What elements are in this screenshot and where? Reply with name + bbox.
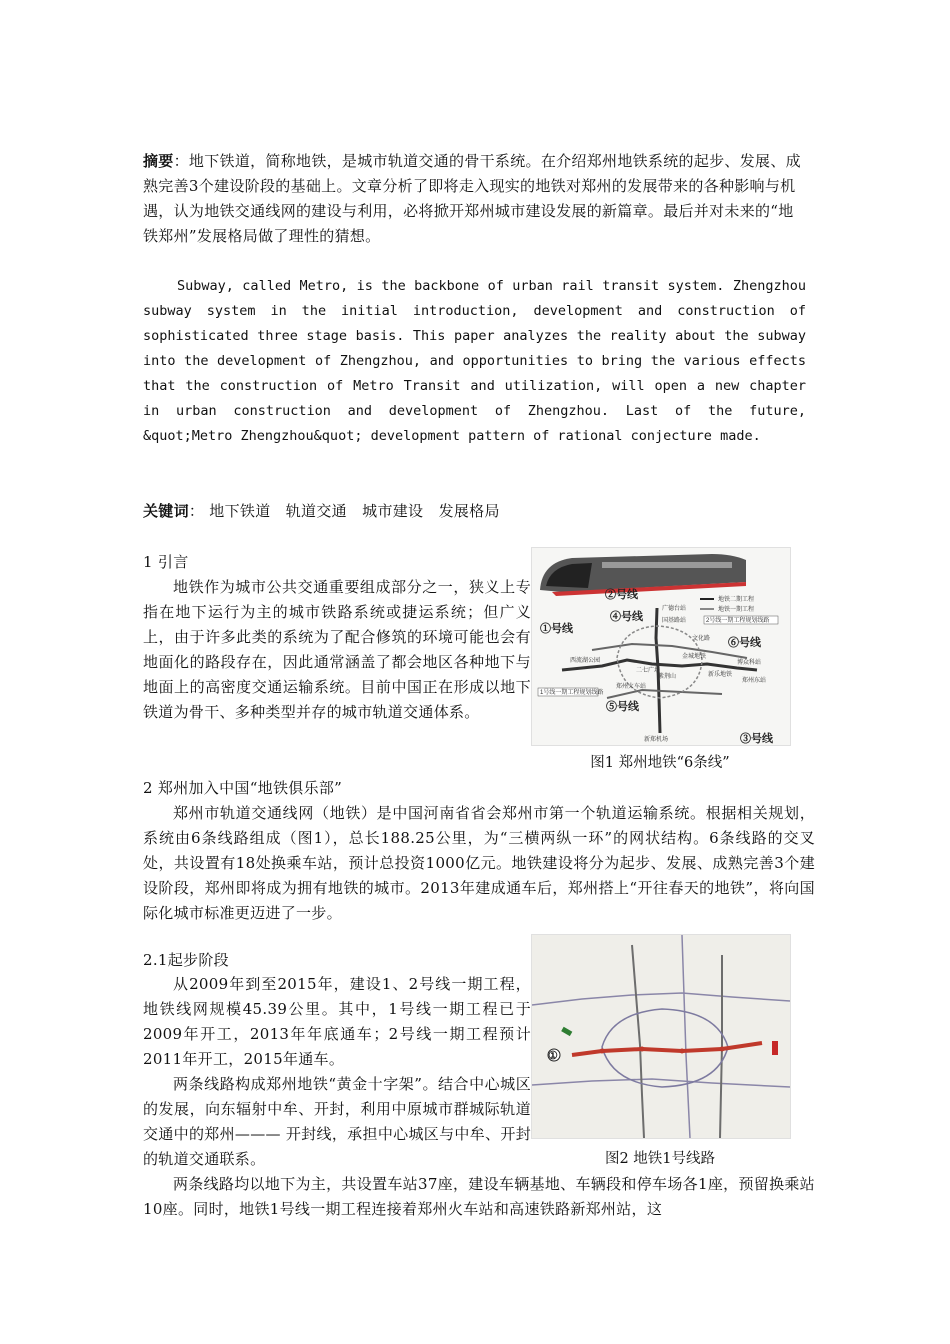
legend-item: 地铁一期工程 <box>718 607 755 613</box>
station-label: 郑州东站 <box>742 678 767 684</box>
station-label: 二七广场 <box>636 668 661 674</box>
figure1-map-svg <box>532 548 790 745</box>
section21-paragraph2: 两条线路构成郑州地铁“黄金十字架”。结合中心城区的发展，向东辐射中牟、开封，利用中原城市群城际轨道交通中的郑州——— 开封线，承担中心城区与中牟、开封的轨道交通联系。 <box>143 1075 531 1168</box>
abstract-text: 地下铁道，简称地铁，是城市轨道交通的骨干系统。在介绍郑州地铁系统的起步、发展、成熟完善3个建设阶段的基础上。文章分析了即将走入现实的地铁对郑州的发展带来的各种影响与机遇，认为地铁交通线网的建设与利用，必将掀开郑州城市建设发展的新篇章。最后并对未来的“地铁郑州”发展格局做了理性的猜想。 <box>143 152 801 245</box>
station-label: 国基路站 <box>662 618 687 624</box>
abstract-separator: ： <box>173 152 189 170</box>
line-label: ③号线 <box>740 733 773 745</box>
section21-paragraph1: 从2009年到至2015年，建设1、2号线一期工程，地铁线网规模45.39公里。其中，1号线一期工程已于2009年开工，2013年年底通车；2号线一期工程预计2011年开工，2015年通车。 <box>143 975 531 1068</box>
map-note: 2号线一期工程规划线路 <box>706 618 770 624</box>
keyword-item: 轨道交通 <box>285 502 347 520</box>
abstract-label: 摘要 <box>143 152 174 170</box>
station-label: 郑州火车站 <box>616 684 647 690</box>
figure2-caption: 图2 地铁1号线路 <box>604 1151 716 1167</box>
line-label: ⑥号线 <box>728 637 761 649</box>
line-label: ④号线 <box>610 611 643 623</box>
map-note: 1号线一期工程规划线路 <box>540 690 604 696</box>
section21-paragraph3: 两条线路均以地下为主，共设置车站37座，建设车辆基地、车辆段和停车场各1座，预留换乘站10座。同时，地铁1号线一期工程连接着郑州火车站和高速铁路新郑州站，这 <box>143 1175 815 1218</box>
station-label: 西流湖公园 <box>570 658 601 664</box>
section1-paragraph: 地铁作为城市公共交通重要组成部分之一，狭义上专指在地下运行为主的城市铁路系统或捷运系统；但广义上，由于许多此类的系统为了配合修筑的环境可能也会有地面化的路段存在，因此通常涵盖了都会地区各种地下与地面上的高密度交通运输系统。目前中国正在形成以地下铁道为骨干、多种类型并存的城市轨道交通体系。 <box>143 578 531 721</box>
station-label: 新乐地铁 <box>708 672 733 678</box>
keywords-line <box>143 499 807 524</box>
keyword-item: 城市建设 <box>362 502 424 520</box>
station-label: 博众科站 <box>737 660 762 666</box>
keyword-item: 地下铁道 <box>209 502 271 520</box>
station-label: 广德台站 <box>662 606 687 612</box>
legend-item: 地铁二期工程 <box>718 597 755 603</box>
section2-heading: 2 郑州加入中国“地铁俱乐部” <box>143 779 343 797</box>
station-label: 紫荆山 <box>658 674 677 680</box>
line-label: ②号线 <box>605 589 638 601</box>
section21-heading: 2.1起步阶段 <box>143 951 229 969</box>
figure2-map-svg <box>532 935 790 1138</box>
line-label: ⑤号线 <box>606 701 639 713</box>
line1-badge: ① <box>548 1050 558 1062</box>
figure2-line1-map <box>531 934 791 1139</box>
keywords-label: 关键词 <box>143 502 189 520</box>
line-label: ①号线 <box>540 623 573 635</box>
abstract-paragraph <box>143 149 807 249</box>
station-label: 金城地铁 <box>682 654 707 660</box>
abstract-english: Subway, called Metro, is the backbone of urban rail transit system. Zhengzhou subway system in the initial introduction, development and construction of sophisticated three stage basis. This paper analyzes the reality about the subway into the development of Zhengzhou, and opportunities to bring the various effects that the construction of Metro Transit and utilization, will open a new chapter in urban construction and development of Zhengzhou. Last of the future, &quot;Metro Zhengzhou&quot; development pattern of rational conjecture made. <box>143 278 806 444</box>
station-label: 新郑机场 <box>644 737 669 743</box>
section1-heading: 1 引言 <box>143 553 189 571</box>
station-label: 文化路 <box>692 636 711 642</box>
figure1-caption: 图1 郑州地铁“6条线” <box>590 755 730 771</box>
figure1-metro-map <box>531 547 791 746</box>
keywords-separator: ： <box>188 502 205 520</box>
section2-paragraph: 郑州市轨道交通线网（地铁）是中国河南省省会郑州市第一个轨道运输系统。根据相关规划，系统由6条线路组成（图1），总长188.25公里，为“三横两纵一环”的网状结构。6条线路的交叉处，共设置有18处换乘车站，预计总投资1000亿元。地铁建设将分为起步、发展、成熟完善3个建设阶段，郑州即将成为拥有地铁的城市。2013年建成通车后，郑州搭上“开往春天的地铁”，将向国际化城市标准更迈进了一步。 <box>143 804 815 922</box>
keyword-item: 发展格局 <box>438 502 500 520</box>
